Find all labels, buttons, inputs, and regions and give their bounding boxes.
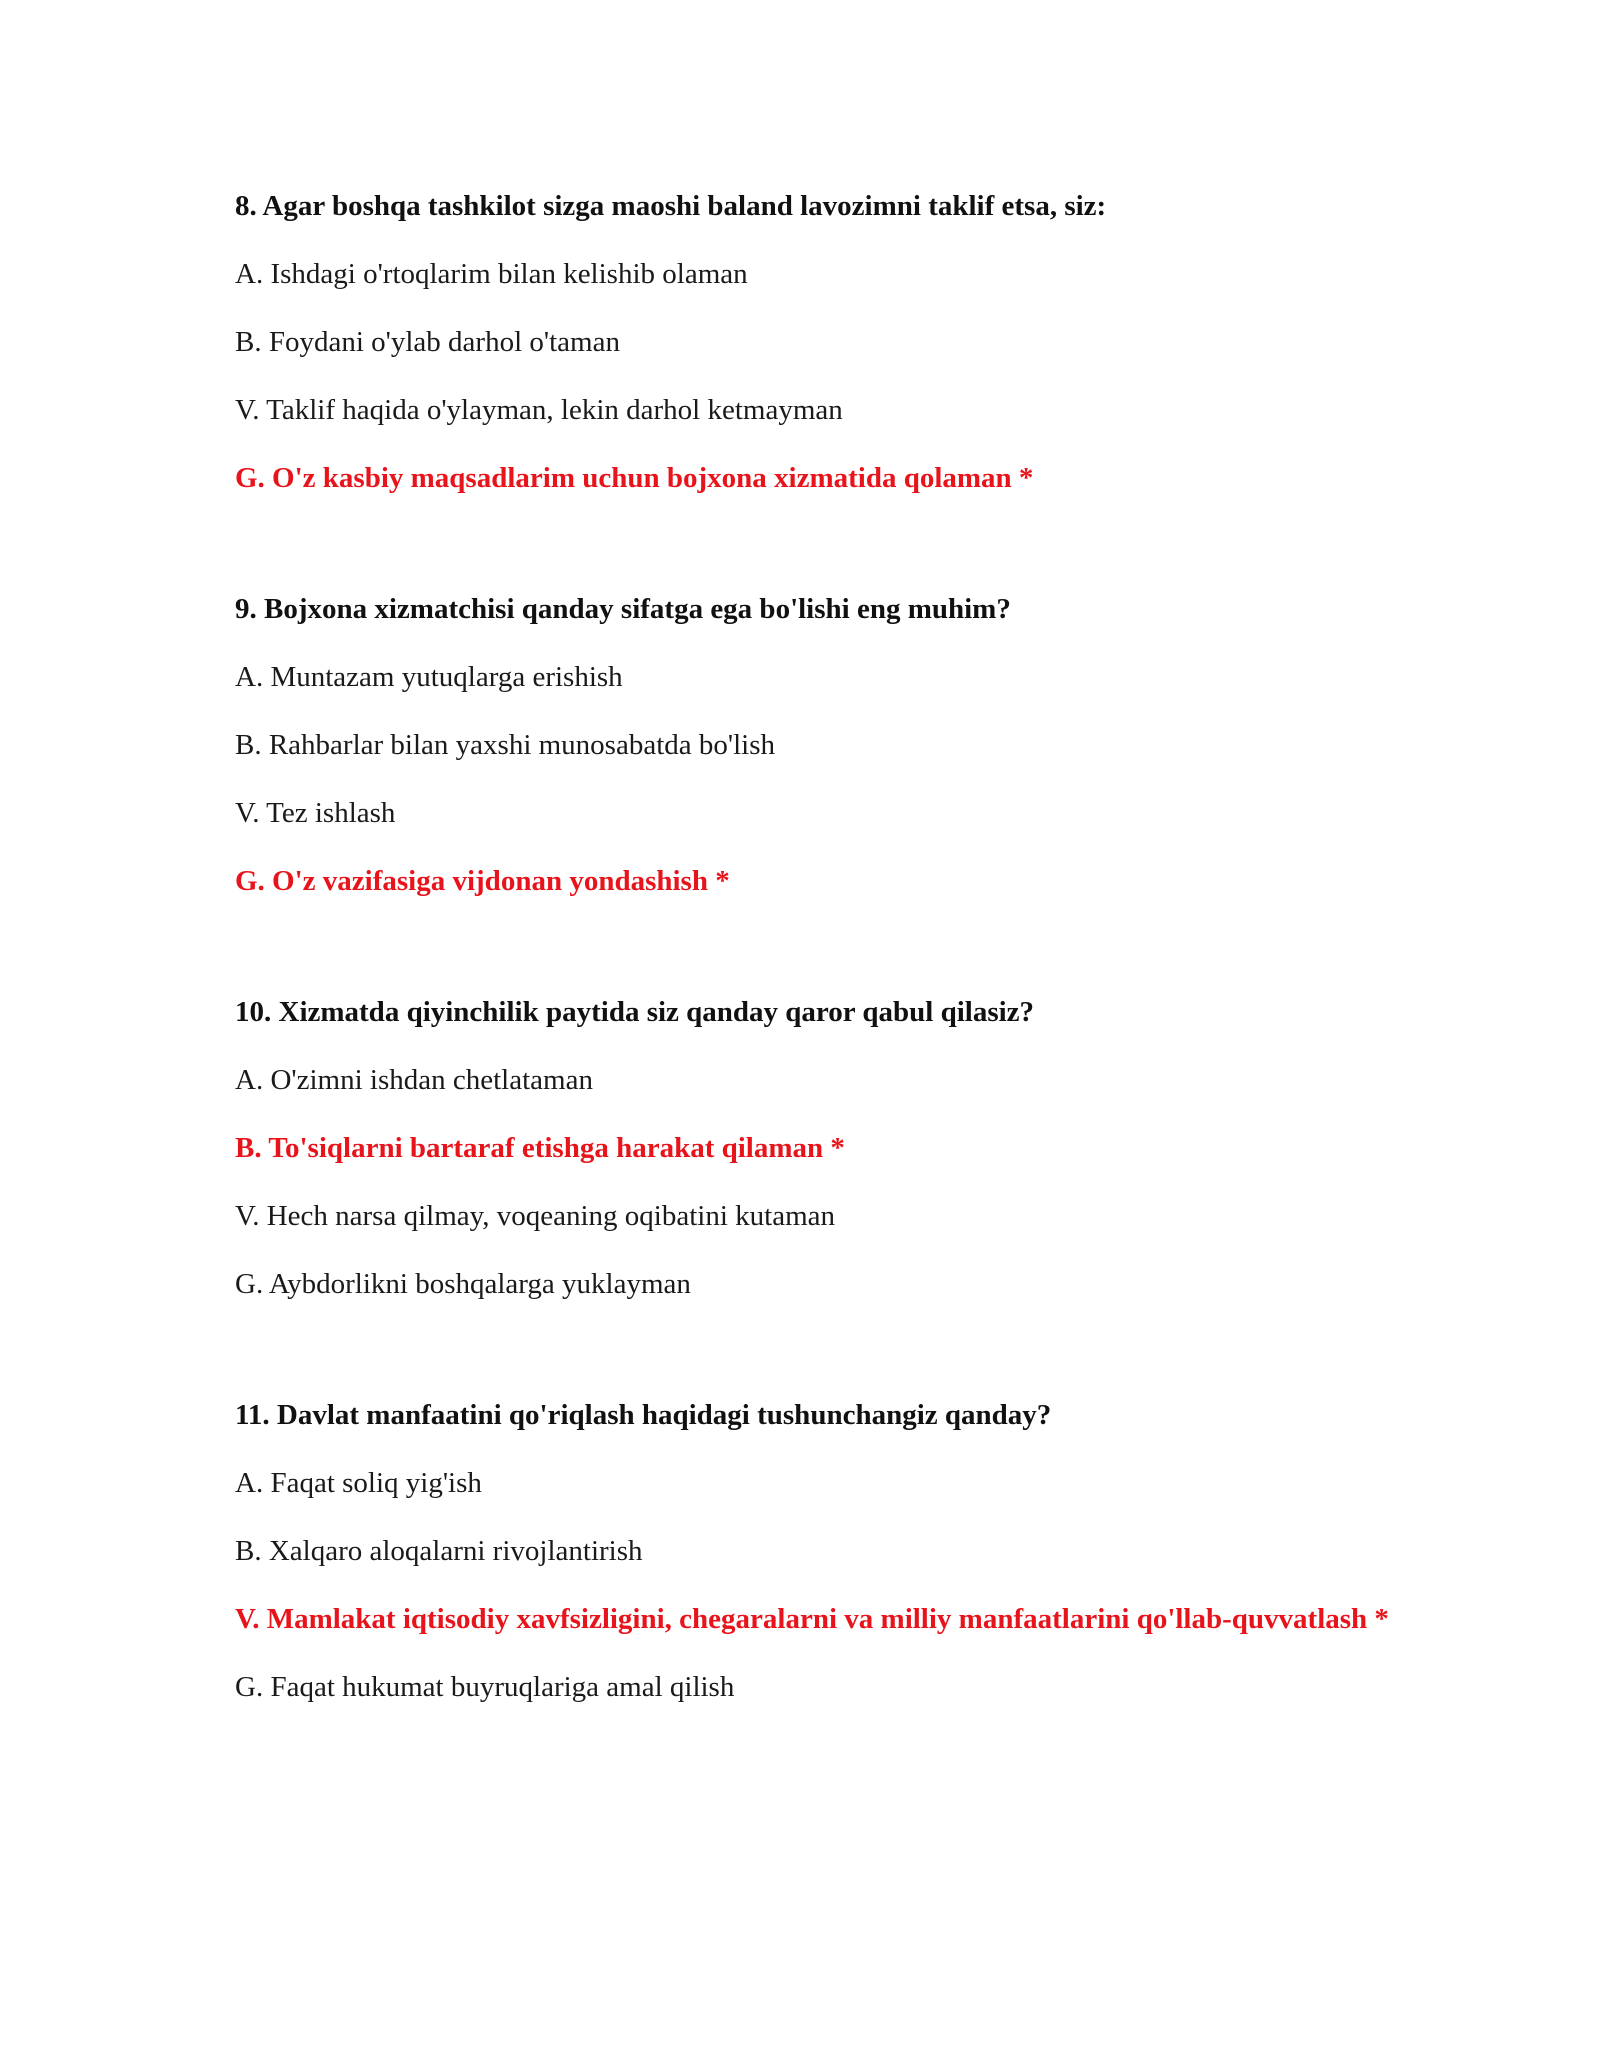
answer-option: G. Faqat hukumat buyruqlariga amal qilish bbox=[235, 1671, 735, 1703]
question-title: 10. Xizmatda qiyinchilik paytida siz qanday qaror qabul qilasiz? bbox=[235, 996, 1035, 1028]
correct-answer-option: G. O'z kasbiy maqsadlarim uchun bojxona xizmatida qolaman * bbox=[235, 462, 1034, 494]
correct-answer-option: G. O'z vazifasiga vijdonan yondashish * bbox=[235, 865, 730, 897]
answer-option: G. Aybdorlikni boshqalarga yuklayman bbox=[235, 1268, 691, 1300]
answer-option: A. Ishdagi o'rtoqlarim bilan kelishib olaman bbox=[235, 258, 748, 290]
answer-option: A. Faqat soliq yig'ish bbox=[235, 1467, 482, 1499]
answer-option: V. Taklif haqida o'ylayman, lekin darhol ketmayman bbox=[235, 394, 843, 426]
answer-option: B. Xalqaro aloqalarni rivojlantirish bbox=[235, 1535, 643, 1567]
correct-answer-option: B. To'siqlarni bartaraf etishga harakat qilaman * bbox=[235, 1132, 845, 1164]
question-block-9 bbox=[235, 588, 1415, 903]
answer-option: B. Foydani o'ylab darhol o'taman bbox=[235, 326, 620, 358]
answer-option: V. Tez ishlash bbox=[235, 797, 396, 829]
question-block-8 bbox=[235, 185, 1415, 500]
question-block-10 bbox=[235, 991, 1415, 1306]
question-title: 9. Bojxona xizmatchisi qanday sifatga ega bo'lishi eng muhim? bbox=[235, 593, 1011, 625]
question-title: 11. Davlat manfaatini qo'riqlash haqidagi tushunchangiz qanday? bbox=[235, 1399, 1052, 1431]
correct-answer-option: V. Mamlakat iqtisodiy xavfsizligini, chegaralarni va milliy manfaatlarini qo'llab-quvvatlash * bbox=[235, 1603, 1389, 1635]
answer-option: A. Muntazam yutuqlarga erishish bbox=[235, 661, 623, 693]
question-block-11 bbox=[235, 1394, 1415, 1709]
answer-option: B. Rahbarlar bilan yaxshi munosabatda bo'lish bbox=[235, 729, 776, 761]
question-title: 8. Agar boshqa tashkilot sizga maoshi baland lavozimni taklif etsa, siz: bbox=[235, 190, 1107, 222]
answer-option: A. O'zimni ishdan chetlataman bbox=[235, 1064, 593, 1096]
document-page bbox=[235, 185, 1415, 1709]
answer-option: V. Hech narsa qilmay, voqeaning oqibatini kutaman bbox=[235, 1200, 835, 1232]
